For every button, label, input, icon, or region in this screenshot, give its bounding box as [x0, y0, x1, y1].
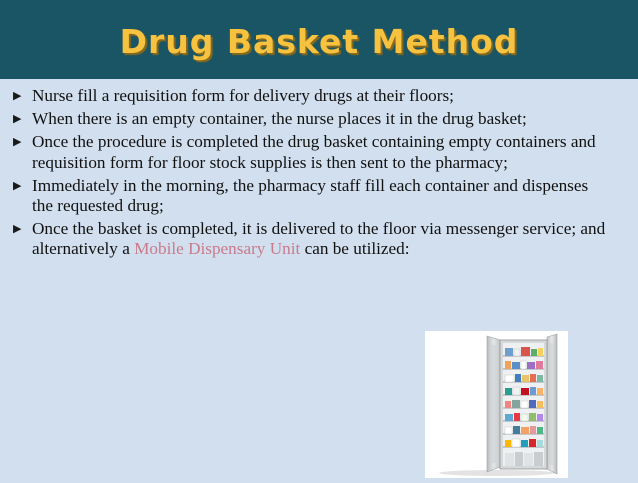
slide-body: [10, 86, 610, 263]
bullet-item-3: [10, 132, 610, 172]
bullet-list: [10, 86, 610, 260]
medicine-cabinet-image: [425, 331, 568, 478]
bullet-text-5-before: Once the basket is completed, it is delivered to the floor via messenger service; and alternatively a: [32, 219, 606, 259]
triangle-right-icon: ▶: [13, 178, 22, 192]
bullet-item-5: [10, 219, 610, 259]
triangle-right-icon: ▶: [13, 89, 22, 102]
slide-title: Drug Basket Method: [119, 22, 519, 61]
medicine-cabinet-icon: [425, 331, 568, 478]
bullet-item-4: [10, 176, 610, 216]
bullet-text-2: When there is an empty container, the nurse places it in the drug basket;: [32, 109, 527, 129]
bullet-item-2: [10, 109, 610, 129]
triangle-right-icon: ▶: [13, 112, 22, 126]
triangle-right-icon: ▶: [13, 222, 22, 236]
bullet-text-1: Nurse fill a requisition form for delivery drugs at their floors;: [32, 86, 454, 105]
mobile-dispensary-unit-highlight: Mobile Dispensary Unit: [134, 239, 301, 259]
bullet-text-5-after: can be utilized:: [300, 239, 410, 259]
bullet-text-3: Once the procedure is completed the drug basket containing empty containers and requisition form for floor stock supplies is then sent to the pharmacy;: [32, 132, 596, 172]
triangle-right-icon: ▶: [13, 135, 22, 149]
bullet-item-1: [10, 86, 610, 106]
bullet-text-4: Immediately in the morning, the pharmacy staff fill each container and dispenses the requested drug;: [32, 175, 589, 216]
slide-header: [0, 0, 638, 79]
